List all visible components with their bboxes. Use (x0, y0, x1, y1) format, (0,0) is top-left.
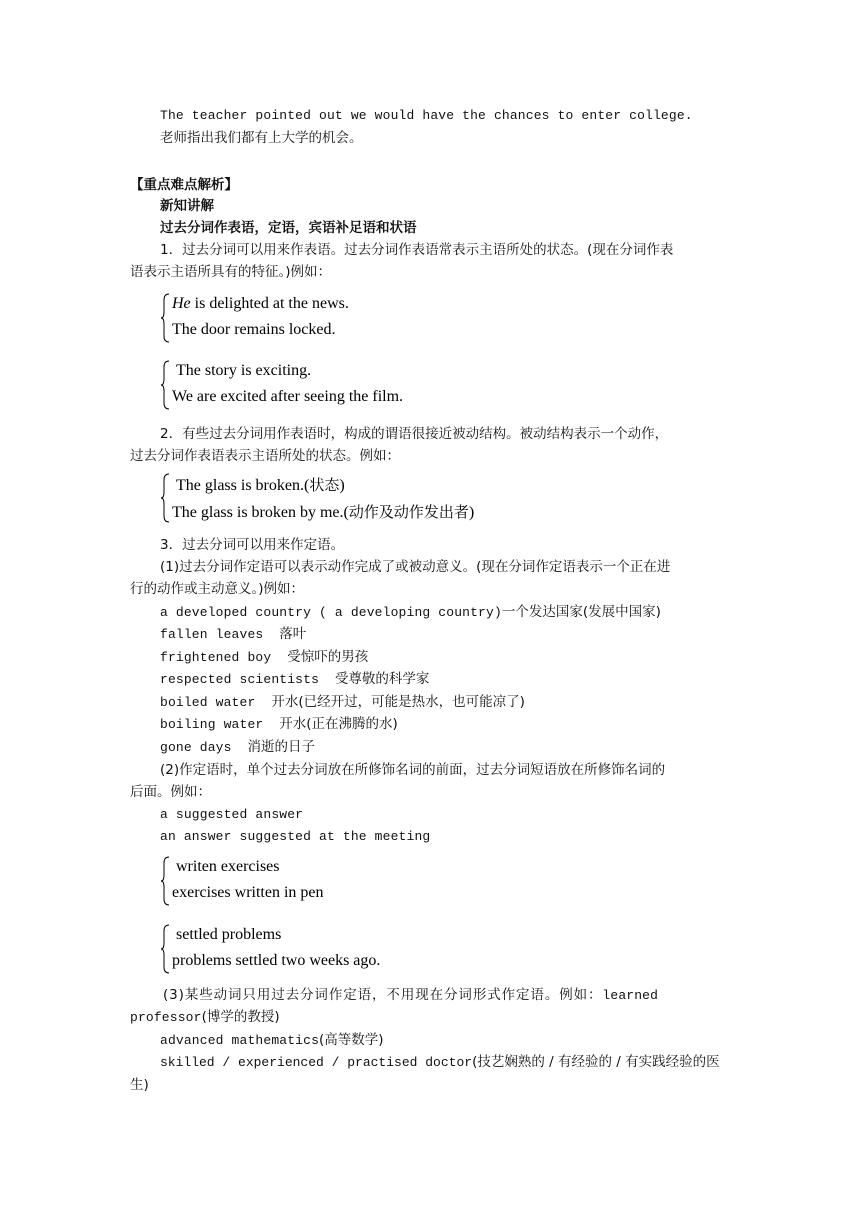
pair5-phrase-a: settled problems (176, 926, 282, 943)
list-item: a developed country ( a developing country)一个发达国家(发展中国家) (160, 604, 661, 620)
list-item: boiling water 开水(正在沸腾的水) (160, 716, 398, 732)
pair1-subject: He (172, 295, 191, 312)
list-item: fallen leaves 落叶 (160, 626, 307, 642)
pair3-b-close: ) (468, 504, 475, 521)
point1-line1: 1．过去分词可以用来作表语。过去分词作表语常表示主语所处的状态。(现在分词作表 (160, 242, 674, 258)
pair4-phrase-a: writen exercises (176, 858, 280, 875)
sub3-example-2-cont: 生) (130, 1077, 149, 1093)
section-title: 【重点难点解析】 (130, 177, 238, 193)
pair3-sentence-b (172, 502, 474, 523)
sub2-example-1: a suggested answer (160, 807, 304, 822)
sub3-example-1: advanced mathematics(高等数学) (160, 1032, 384, 1048)
left-brace-icon (160, 856, 170, 906)
point3-sub3-line2: professor(博学的教授) (130, 1009, 280, 1025)
point3-sub3-line1: (3)某些动词只用过去分词作定语，不用现在分词形式作定语。例如：learned (163, 987, 659, 1003)
example-sentence-zh: 老师指出我们都有上大学的机会。 (160, 130, 363, 146)
pair3-b-note: 动作及动作发出者 (348, 503, 469, 521)
point2-line1: 2．有些过去分词用作表语时，构成的谓语很接近被动结构。被动结构表示一个动作， (160, 426, 669, 442)
pair1-sentence-b: The door remains locked. (172, 321, 336, 338)
pair3-a-close: ) (339, 477, 345, 494)
point2-line2: 过去分词作表语表示主语所处的状态。例如： (130, 448, 400, 464)
topic-heading: 过去分词作表语，定语，宾语补足语和状语 (160, 220, 417, 236)
left-brace-icon (160, 293, 170, 343)
example-sentence-en: The teacher pointed out we would have the chances to enter college. (160, 108, 693, 123)
pair3-sentence-a (176, 475, 345, 496)
list-item: respected scientists 受尊敬的科学家 (160, 671, 430, 687)
list-item: frightened boy 受惊吓的男孩 (160, 649, 369, 665)
left-brace-icon (160, 473, 170, 523)
point3-sub1-line2: 行的动作或主动意义。)例如： (130, 581, 305, 597)
point1-line2: 语表示主语所具有的特征。)例如： (130, 264, 332, 280)
pair3-a-note: 状态 (309, 476, 340, 494)
sub2-example-2: an answer suggested at the meeting (160, 829, 431, 844)
pair5-phrase-b: problems settled two weeks ago. (172, 952, 381, 969)
list-item: boiled water 开水(已经开过，可能是热水，也可能凉了) (160, 694, 525, 710)
point3-sub1-line1: (1)过去分词作定语可以表示动作完成了或被动意义。(现在分词作定语表示一个正在进 (160, 559, 671, 575)
left-brace-icon (160, 924, 170, 974)
pair2-sentence-b: We are excited after seeing the film. (172, 388, 404, 405)
pair2-sentence-a: The story is exciting. (176, 362, 312, 379)
pair4-phrase-b: exercises written in pen (172, 884, 324, 901)
section-subtitle: 新知讲解 (160, 198, 214, 214)
list-item: gone days 消逝的日子 (160, 739, 315, 755)
point3-title: 3．过去分词可以用来作定语。 (160, 537, 345, 553)
point3-sub2-line1: (2)作定语时，单个过去分词放在所修饰名词的前面，过去分词短语放在所修饰名词的 (160, 762, 666, 778)
pair1-sentence-a (172, 294, 349, 314)
pair3-a-text: The glass is broken.( (176, 477, 310, 494)
sub3-example-2: skilled / experienced / practised doctor(技艺娴熟的 / 有经验的 / 有实践经验的医 (160, 1054, 720, 1070)
point3-sub2-line2: 后面。例如： (130, 784, 211, 800)
left-brace-icon (160, 360, 170, 410)
pair3-b-text: The glass is broken by me.( (172, 504, 349, 521)
pair1-predicate: is delighted at the news. (190, 295, 349, 312)
